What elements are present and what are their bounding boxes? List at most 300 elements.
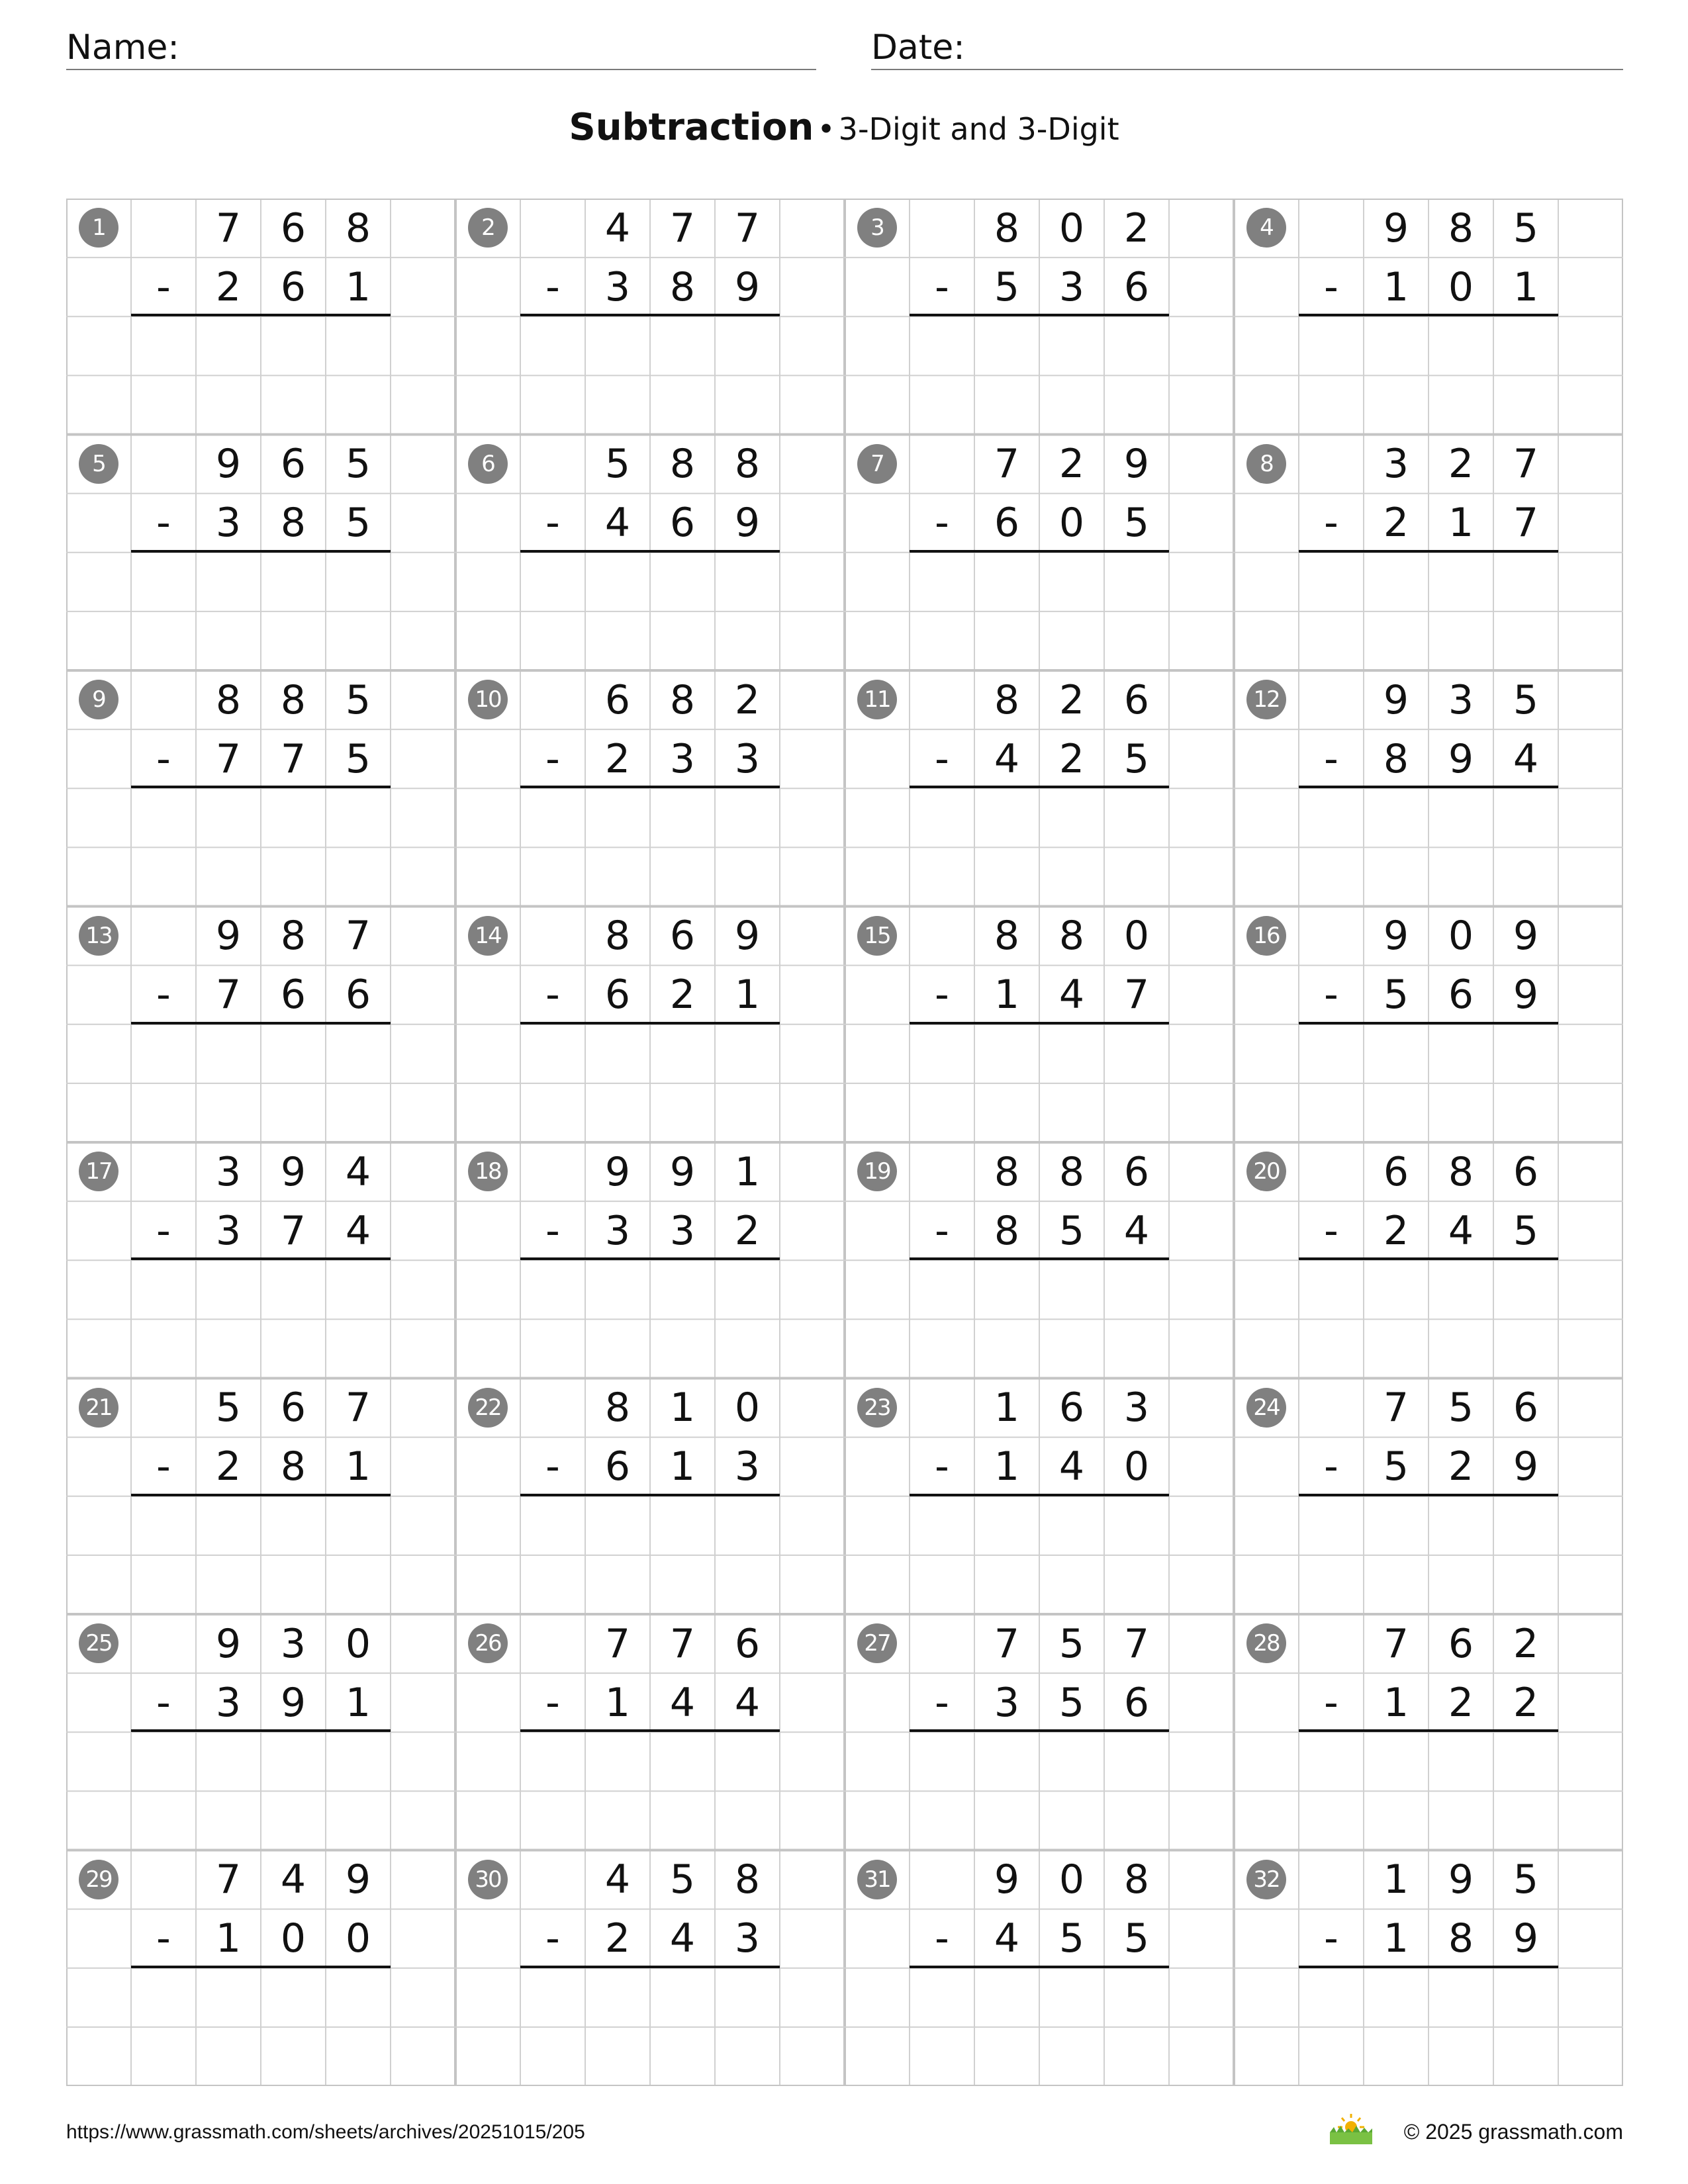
minus-sign: - xyxy=(545,1207,560,1254)
answer-line xyxy=(910,314,1169,316)
subtrahend-digit: 4 xyxy=(345,1207,371,1254)
minuend-digit: 3 xyxy=(1383,441,1409,488)
minuend-digit: 8 xyxy=(994,676,1020,723)
subtrahend-digit: 4 xyxy=(994,1915,1020,1962)
minuend-digit: 9 xyxy=(604,1148,631,1195)
minuend-digit: 0 xyxy=(734,1385,761,1432)
minuend-digit: 7 xyxy=(345,913,371,960)
minuend-digit: 6 xyxy=(604,676,631,723)
minuend-digit: 0 xyxy=(345,1620,371,1667)
answer-line xyxy=(1299,550,1558,553)
minuend-digit: 9 xyxy=(734,913,761,960)
footer-copyright: © 2025 grassmath.com xyxy=(1403,2120,1623,2144)
subtrahend-digit: 4 xyxy=(1058,1443,1085,1490)
subtrahend-digit: 1 xyxy=(604,1679,631,1726)
minuend-digit: 6 xyxy=(1513,1385,1539,1432)
minuend-digit: 9 xyxy=(1383,676,1409,723)
subtrahend-digit: 5 xyxy=(994,263,1020,310)
minuend-digit: 8 xyxy=(994,205,1020,251)
title-main: Subtraction xyxy=(569,106,814,149)
subtrahend-digit: 1 xyxy=(1383,1679,1409,1726)
minus-sign: - xyxy=(545,1679,560,1726)
subtrahend-digit: 1 xyxy=(669,1443,696,1490)
subtrahend-digit: 4 xyxy=(604,500,631,547)
minuend-digit: 8 xyxy=(604,1385,631,1432)
minuend-digit: 7 xyxy=(604,1620,631,1667)
minuend-digit: 2 xyxy=(1058,441,1085,488)
problem-number-badge: 23 xyxy=(857,1388,897,1428)
minus-sign: - xyxy=(545,972,560,1019)
subtrahend-digit: 1 xyxy=(345,1443,371,1490)
subtrahend-digit: 6 xyxy=(1448,972,1474,1019)
subtrahend-digit: 9 xyxy=(734,263,761,310)
minuend-digit: 8 xyxy=(994,1148,1020,1195)
minuend-digit: 9 xyxy=(669,1148,696,1195)
subtrahend-digit: 6 xyxy=(1123,1679,1150,1726)
minus-sign: - xyxy=(156,1915,171,1962)
answer-line xyxy=(131,1966,391,1968)
subtrahend-digit: 7 xyxy=(215,735,242,782)
subtrahend-digit: 3 xyxy=(669,1207,696,1254)
subtrahend-digit: 2 xyxy=(1383,500,1409,547)
subtrahend-digit: 3 xyxy=(604,263,631,310)
problem-grid xyxy=(66,199,1623,2086)
subtrahend-digit: 5 xyxy=(1058,1679,1085,1726)
subtrahend-digit: 3 xyxy=(734,1915,761,1962)
minuend-digit: 0 xyxy=(1058,1856,1085,1903)
problem-number-badge: 6 xyxy=(468,444,508,484)
minuend-digit: 7 xyxy=(994,1620,1020,1667)
minuend-digit: 2 xyxy=(1448,441,1474,488)
problem-number-badge: 15 xyxy=(857,916,897,956)
subtrahend-digit: 5 xyxy=(1058,1915,1085,1962)
answer-line xyxy=(520,550,780,553)
subtrahend-digit: 3 xyxy=(734,1443,761,1490)
problem-number-badge: 24 xyxy=(1246,1388,1286,1428)
minuend-digit: 5 xyxy=(1513,205,1539,251)
minus-sign: - xyxy=(156,500,171,547)
subtrahend-digit: 4 xyxy=(1448,1207,1474,1254)
minuend-digit: 8 xyxy=(734,441,761,488)
problem-number-badge: 14 xyxy=(468,916,508,956)
minuend-digit: 7 xyxy=(215,205,242,251)
minuend-digit: 6 xyxy=(280,441,306,488)
minuend-digit: 8 xyxy=(669,441,696,488)
subtrahend-digit: 2 xyxy=(604,1915,631,1962)
minuend-digit: 8 xyxy=(280,676,306,723)
minuend-digit: 8 xyxy=(994,913,1020,960)
subtrahend-digit: 1 xyxy=(345,1679,371,1726)
subtrahend-digit: 2 xyxy=(215,263,242,310)
problem-number-badge: 12 xyxy=(1246,680,1286,719)
minuend-digit: 1 xyxy=(1383,1856,1409,1903)
answer-line xyxy=(520,1022,780,1024)
minuend-digit: 8 xyxy=(734,1856,761,1903)
worksheet-title xyxy=(0,106,1688,149)
subtrahend-digit: 6 xyxy=(994,500,1020,547)
minuend-digit: 4 xyxy=(280,1856,306,1903)
minus-sign: - xyxy=(935,1207,949,1254)
minuend-digit: 6 xyxy=(1123,1148,1150,1195)
problem-number-badge: 5 xyxy=(79,444,118,484)
minus-sign: - xyxy=(156,1207,171,1254)
problem-number-badge: 28 xyxy=(1246,1623,1286,1663)
minus-sign: - xyxy=(935,263,949,310)
subtrahend-digit: 1 xyxy=(215,1915,242,1962)
subtrahend-digit: 2 xyxy=(1383,1207,1409,1254)
minus-sign: - xyxy=(935,1443,949,1490)
answer-line xyxy=(1299,1494,1558,1496)
subtrahend-digit: 7 xyxy=(280,1207,306,1254)
minuend-digit: 8 xyxy=(1448,205,1474,251)
minus-sign: - xyxy=(1324,1207,1338,1254)
minuend-digit: 1 xyxy=(994,1385,1020,1432)
minus-sign: - xyxy=(156,263,171,310)
subtrahend-digit: 0 xyxy=(345,1915,371,1962)
subtrahend-digit: 6 xyxy=(604,972,631,1019)
minuend-digit: 9 xyxy=(1383,205,1409,251)
minuend-digit: 9 xyxy=(215,1620,242,1667)
minus-sign: - xyxy=(1324,1915,1338,1962)
minuend-digit: 2 xyxy=(1513,1620,1539,1667)
minuend-digit: 7 xyxy=(734,205,761,251)
subtrahend-digit: 6 xyxy=(669,500,696,547)
minuend-digit: 7 xyxy=(1383,1385,1409,1432)
subtrahend-digit: 5 xyxy=(1383,972,1409,1019)
answer-line xyxy=(520,1966,780,1968)
problem-number-badge: 11 xyxy=(857,680,897,719)
minuend-digit: 8 xyxy=(1058,1148,1085,1195)
subtrahend-digit: 4 xyxy=(734,1679,761,1726)
minuend-digit: 3 xyxy=(215,1148,242,1195)
problem-number-badge: 25 xyxy=(79,1623,118,1663)
subtrahend-digit: 3 xyxy=(604,1207,631,1254)
minuend-digit: 9 xyxy=(215,441,242,488)
answer-line xyxy=(1299,1729,1558,1732)
minuend-digit: 9 xyxy=(1123,441,1150,488)
minuend-digit: 7 xyxy=(669,1620,696,1667)
subtrahend-digit: 2 xyxy=(1448,1443,1474,1490)
subtrahend-digit: 6 xyxy=(280,263,306,310)
minus-sign: - xyxy=(1324,500,1338,547)
minuend-digit: 4 xyxy=(345,1148,371,1195)
minuend-digit: 5 xyxy=(1513,676,1539,723)
answer-line xyxy=(520,1257,780,1260)
subtrahend-digit: 4 xyxy=(669,1915,696,1962)
minus-sign: - xyxy=(545,1915,560,1962)
answer-line xyxy=(1299,786,1558,788)
answer-line xyxy=(131,1729,391,1732)
problem-number-badge: 16 xyxy=(1246,916,1286,956)
minuend-digit: 3 xyxy=(1448,676,1474,723)
subtrahend-digit: 5 xyxy=(1123,735,1150,782)
minus-sign: - xyxy=(156,1679,171,1726)
answer-line xyxy=(910,1257,1169,1260)
minuend-digit: 6 xyxy=(734,1620,761,1667)
minuend-digit: 1 xyxy=(669,1385,696,1432)
answer-line xyxy=(910,1494,1169,1496)
minuend-digit: 2 xyxy=(1058,676,1085,723)
minus-sign: - xyxy=(1324,1443,1338,1490)
minus-sign: - xyxy=(935,735,949,782)
date-label: Date: xyxy=(871,28,965,68)
minuend-digit: 7 xyxy=(345,1385,371,1432)
minus-sign: - xyxy=(545,500,560,547)
name-label: Name: xyxy=(66,28,179,68)
problem-number-badge: 22 xyxy=(468,1388,508,1428)
problem-number-badge: 8 xyxy=(1246,444,1286,484)
minuend-digit: 2 xyxy=(1123,205,1150,251)
subtrahend-digit: 1 xyxy=(1513,263,1539,310)
minuend-digit: 5 xyxy=(1058,1620,1085,1667)
problem-number-badge: 17 xyxy=(79,1152,118,1191)
subtrahend-digit: 7 xyxy=(1513,500,1539,547)
subtrahend-digit: 9 xyxy=(1448,735,1474,782)
answer-line xyxy=(131,314,391,316)
subtrahend-digit: 2 xyxy=(1513,1679,1539,1726)
subtrahend-digit: 1 xyxy=(734,972,761,1019)
subtrahend-digit: 9 xyxy=(1513,972,1539,1019)
subtrahend-digit: 1 xyxy=(994,1443,1020,1490)
minuend-digit: 8 xyxy=(1448,1148,1474,1195)
answer-line xyxy=(1299,314,1558,316)
minuend-digit: 7 xyxy=(1513,441,1539,488)
minus-sign: - xyxy=(156,1443,171,1490)
answer-line xyxy=(910,550,1169,553)
minuend-digit: 5 xyxy=(215,1385,242,1432)
problem-number-badge: 31 xyxy=(857,1860,897,1899)
answer-line xyxy=(520,1729,780,1732)
minus-sign: - xyxy=(545,735,560,782)
minuend-digit: 9 xyxy=(1383,913,1409,960)
subtrahend-digit: 3 xyxy=(734,735,761,782)
subtrahend-digit: 8 xyxy=(994,1207,1020,1254)
minus-sign: - xyxy=(545,1443,560,1490)
minuend-digit: 6 xyxy=(280,205,306,251)
subtrahend-digit: 2 xyxy=(215,1443,242,1490)
subtrahend-digit: 6 xyxy=(280,972,306,1019)
answer-line xyxy=(131,786,391,788)
minuend-digit: 6 xyxy=(1058,1385,1085,1432)
minuend-digit: 5 xyxy=(669,1856,696,1903)
subtrahend-digit: 5 xyxy=(345,735,371,782)
subtrahend-digit: 5 xyxy=(345,500,371,547)
subtrahend-digit: 3 xyxy=(1058,263,1085,310)
subtrahend-digit: 5 xyxy=(1123,1915,1150,1962)
subtrahend-digit: 1 xyxy=(1448,500,1474,547)
minuend-digit: 2 xyxy=(734,676,761,723)
minuend-digit: 7 xyxy=(1123,1620,1150,1667)
subtrahend-digit: 5 xyxy=(1058,1207,1085,1254)
minuend-digit: 5 xyxy=(604,441,631,488)
minuend-digit: 0 xyxy=(1448,913,1474,960)
subtrahend-digit: 6 xyxy=(345,972,371,1019)
minuend-digit: 7 xyxy=(994,441,1020,488)
title-subtitle: 3-Digit and 3-Digit xyxy=(838,111,1119,147)
subtrahend-digit: 9 xyxy=(1513,1443,1539,1490)
answer-line xyxy=(520,1494,780,1496)
minuend-digit: 9 xyxy=(345,1856,371,1903)
minus-sign: - xyxy=(1324,1679,1338,1726)
minuend-digit: 9 xyxy=(1513,913,1539,960)
minus-sign: - xyxy=(1324,263,1338,310)
minuend-digit: 5 xyxy=(1513,1856,1539,1903)
minuend-digit: 6 xyxy=(669,913,696,960)
subtrahend-digit: 0 xyxy=(1448,263,1474,310)
subtrahend-digit: 3 xyxy=(994,1679,1020,1726)
answer-line xyxy=(910,1966,1169,1968)
subtrahend-digit: 2 xyxy=(734,1207,761,1254)
subtrahend-digit: 8 xyxy=(1448,1915,1474,1962)
minus-sign: - xyxy=(935,972,949,1019)
problem-number-badge: 13 xyxy=(79,916,118,956)
minuend-digit: 4 xyxy=(604,205,631,251)
answer-line xyxy=(131,550,391,553)
subtrahend-digit: 5 xyxy=(1513,1207,1539,1254)
minuend-digit: 8 xyxy=(1058,913,1085,960)
problem-number-badge: 26 xyxy=(468,1623,508,1663)
minuend-digit: 7 xyxy=(215,1856,242,1903)
minuend-digit: 0 xyxy=(1058,205,1085,251)
subtrahend-digit: 0 xyxy=(1123,1443,1150,1490)
minuend-digit: 8 xyxy=(345,205,371,251)
answer-line xyxy=(131,1022,391,1024)
minuend-digit: 6 xyxy=(1513,1148,1539,1195)
minuend-digit: 8 xyxy=(669,676,696,723)
minus-sign: - xyxy=(935,500,949,547)
problem-number-badge: 32 xyxy=(1246,1860,1286,1899)
minuend-digit: 5 xyxy=(345,676,371,723)
minus-sign: - xyxy=(1324,972,1338,1019)
problem-number-badge: 1 xyxy=(79,208,118,248)
minuend-digit: 7 xyxy=(669,205,696,251)
minus-sign: - xyxy=(1324,735,1338,782)
date-field[interactable] xyxy=(871,25,1623,70)
problem-number-badge: 20 xyxy=(1246,1152,1286,1191)
minuend-digit: 6 xyxy=(1383,1148,1409,1195)
subtrahend-digit: 2 xyxy=(1058,735,1085,782)
title-separator: • xyxy=(817,111,835,147)
footer-url[interactable]: https://www.grassmath.com/sheets/archives/20251015/205 xyxy=(66,2121,585,2143)
problem-number-badge: 29 xyxy=(79,1860,118,1899)
subtrahend-digit: 5 xyxy=(1383,1443,1409,1490)
subtrahend-digit: 8 xyxy=(669,263,696,310)
answer-line xyxy=(910,1729,1169,1732)
subtrahend-digit: 2 xyxy=(604,735,631,782)
subtrahend-digit: 0 xyxy=(280,1915,306,1962)
minuend-digit: 8 xyxy=(215,676,242,723)
minuend-digit: 5 xyxy=(345,441,371,488)
minus-sign: - xyxy=(935,1915,949,1962)
minuend-digit: 9 xyxy=(215,913,242,960)
answer-line xyxy=(131,1494,391,1496)
answer-line xyxy=(1299,1257,1558,1260)
minuend-digit: 4 xyxy=(604,1856,631,1903)
problem-number-badge: 2 xyxy=(468,208,508,248)
subtrahend-digit: 8 xyxy=(280,500,306,547)
minus-sign: - xyxy=(545,263,560,310)
subtrahend-digit: 8 xyxy=(280,1443,306,1490)
answer-line xyxy=(520,786,780,788)
subtrahend-digit: 2 xyxy=(669,972,696,1019)
answer-line xyxy=(1299,1966,1558,1968)
subtrahend-digit: 7 xyxy=(1123,972,1150,1019)
problem-number-badge: 4 xyxy=(1246,208,1286,248)
minus-sign: - xyxy=(935,1679,949,1726)
minuend-digit: 9 xyxy=(1448,1856,1474,1903)
problem-number-badge: 30 xyxy=(468,1860,508,1899)
minuend-digit: 0 xyxy=(1123,913,1150,960)
subtrahend-digit: 4 xyxy=(1123,1207,1150,1254)
problem-number-badge: 19 xyxy=(857,1152,897,1191)
subtrahend-digit: 1 xyxy=(1383,263,1409,310)
minuend-digit: 8 xyxy=(280,913,306,960)
minuend-digit: 9 xyxy=(994,1856,1020,1903)
subtrahend-digit: 1 xyxy=(345,263,371,310)
minuend-digit: 6 xyxy=(280,1385,306,1432)
minus-sign: - xyxy=(156,735,171,782)
subtrahend-digit: 1 xyxy=(1383,1915,1409,1962)
subtrahend-digit: 4 xyxy=(994,735,1020,782)
answer-line xyxy=(131,1257,391,1260)
subtrahend-digit: 6 xyxy=(604,1443,631,1490)
minuend-digit: 7 xyxy=(1383,1620,1409,1667)
subtrahend-digit: 5 xyxy=(1123,500,1150,547)
subtrahend-digit: 9 xyxy=(280,1679,306,1726)
minuend-digit: 8 xyxy=(604,913,631,960)
subtrahend-digit: 4 xyxy=(1513,735,1539,782)
subtrahend-digit: 4 xyxy=(1058,972,1085,1019)
problem-number-badge: 3 xyxy=(857,208,897,248)
grass-sun-logo-icon xyxy=(1327,2111,1375,2146)
problem-number-badge: 10 xyxy=(468,680,508,719)
subtrahend-digit: 9 xyxy=(734,500,761,547)
subtrahend-digit: 8 xyxy=(1383,735,1409,782)
minus-sign: - xyxy=(156,972,171,1019)
answer-line xyxy=(910,1022,1169,1024)
problem-number-badge: 18 xyxy=(468,1152,508,1191)
minuend-digit: 5 xyxy=(1448,1385,1474,1432)
subtrahend-digit: 2 xyxy=(1448,1679,1474,1726)
subtrahend-digit: 0 xyxy=(1058,500,1085,547)
subtrahend-digit: 3 xyxy=(669,735,696,782)
minuend-digit: 3 xyxy=(1123,1385,1150,1432)
subtrahend-digit: 3 xyxy=(215,500,242,547)
subtrahend-digit: 9 xyxy=(1513,1915,1539,1962)
minuend-digit: 1 xyxy=(734,1148,761,1195)
problem-number-badge: 27 xyxy=(857,1623,897,1663)
answer-line xyxy=(910,786,1169,788)
problem-number-badge: 9 xyxy=(79,680,118,719)
subtrahend-digit: 7 xyxy=(215,972,242,1019)
answer-line xyxy=(520,314,780,316)
subtrahend-digit: 3 xyxy=(215,1679,242,1726)
subtrahend-digit: 7 xyxy=(280,735,306,782)
problem-number-badge: 21 xyxy=(79,1388,118,1428)
subtrahend-digit: 3 xyxy=(215,1207,242,1254)
answer-line xyxy=(1299,1022,1558,1024)
subtrahend-digit: 1 xyxy=(994,972,1020,1019)
problem-number-badge: 7 xyxy=(857,444,897,484)
minuend-digit: 6 xyxy=(1123,676,1150,723)
minuend-digit: 8 xyxy=(1123,1856,1150,1903)
subtrahend-digit: 4 xyxy=(669,1679,696,1726)
minuend-digit: 9 xyxy=(280,1148,306,1195)
minuend-digit: 3 xyxy=(280,1620,306,1667)
subtrahend-digit: 6 xyxy=(1123,263,1150,310)
name-field[interactable] xyxy=(66,25,816,70)
minuend-digit: 6 xyxy=(1448,1620,1474,1667)
